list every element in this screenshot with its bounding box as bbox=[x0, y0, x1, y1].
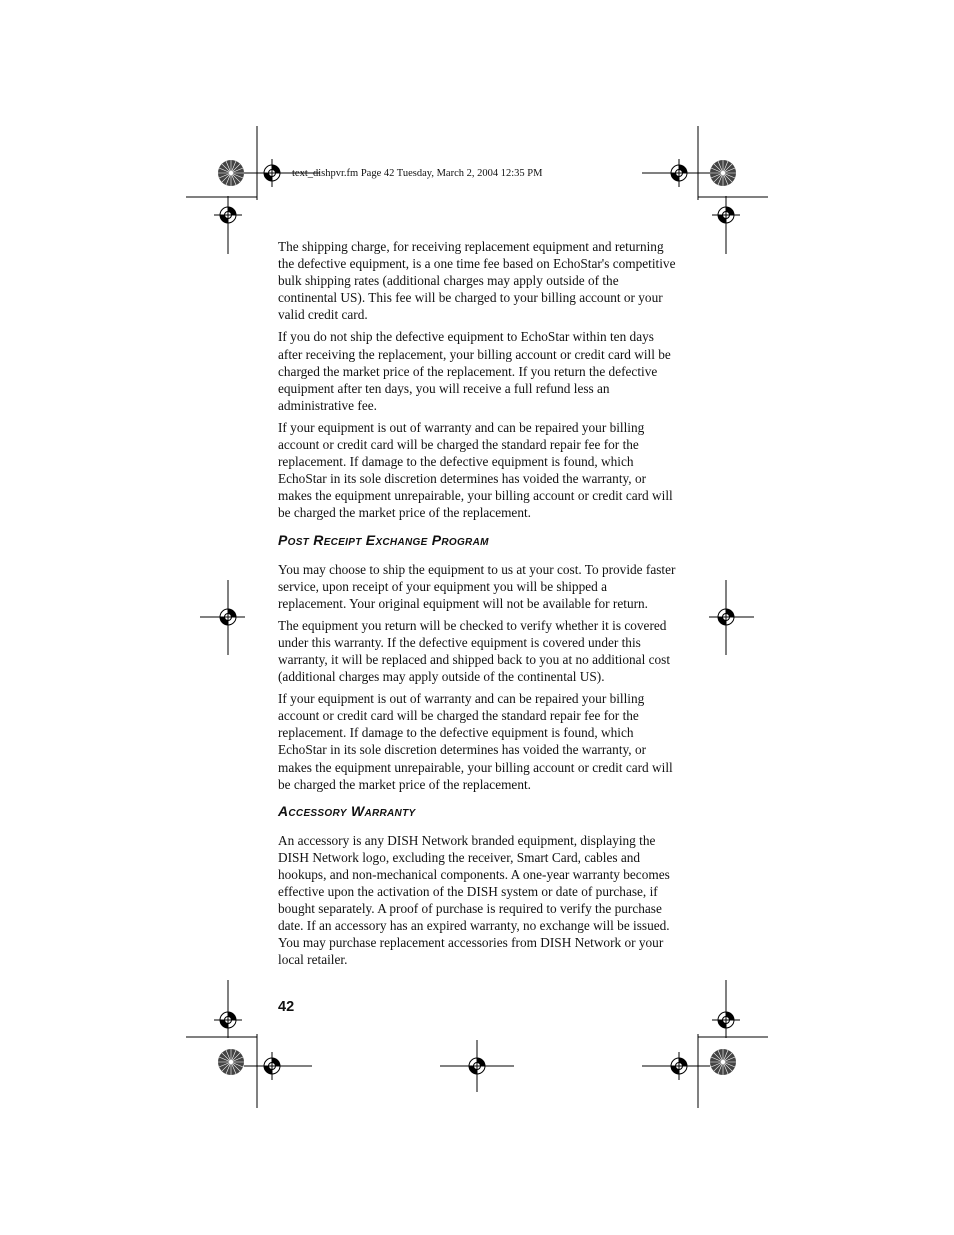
file-slug: text_dishpvr.fm Page 42 Tuesday, March 2, 2004 12:35 PM bbox=[292, 168, 543, 179]
body-paragraph: An accessory is any DISH Network branded equipment, displaying the DISH Network logo, excluding the receiver, Smart Card, cables and hookups, and non-mechanical components. A one-year warranty becomes effective upon the activation of the DISH system or date of purchase, if bought separately. A proof of purchase is required to verify the purchase date. If an accessory has an expired warranty, no exchange will be issued. You may purchase replacement accessories from DISH Network or your local retailer. bbox=[278, 832, 670, 968]
page-number: 42 bbox=[278, 999, 295, 1015]
page-body bbox=[278, 238, 676, 973]
section-heading-post-receipt: Post Receipt Exchange Program bbox=[278, 531, 489, 548]
body-paragraph: If you do not ship the defective equipment to EchoStar within ten days after receiving the replacement, your billing account or credit card will be charged the market price of the replacement. If you return the defective equipment after ten days, you will receive a full refund less an administrative fee. bbox=[278, 329, 671, 413]
body-paragraph: If your equipment is out of warranty and can be repaired your billing account or credit card will be charged the standard repair fee for the replacement. If damage to the defective equipment is found, which EchoStar in its sole discretion determines has voided the warranty, or makes the equipment unrepairable, your billing account or credit card will be charged the market price of the replacement. bbox=[278, 419, 673, 521]
section-heading-accessory: Accessory Warranty bbox=[278, 802, 416, 819]
body-paragraph: If your equipment is out of warranty and can be repaired your billing account or credit card will be charged the standard repair fee for the replacement. If damage to the defective equipment is found, which EchoStar in its sole discretion determines has voided the warranty, or makes the equipment unrepairable, your billing account or credit card will be charged the market price of the replacement. bbox=[278, 691, 673, 792]
body-paragraph: You may choose to ship the equipment to us at your cost. To provide faster service, upon receipt of your equipment you will be shipped a replacement. Your original equipment will not be available for return. bbox=[278, 561, 676, 611]
body-paragraph: The shipping charge, for receiving replacement equipment and returning the defective equipment, is a one time fee based on EchoStar's competitive bulk shipping rates (additional charges may apply outside of the continental US). This fee will be charged to your billing account or your valid credit card. bbox=[278, 239, 676, 323]
body-paragraph: The equipment you return will be checked to verify whether it is covered under this warranty. If the defective equipment is covered under this warranty, it will be replaced and shipped back to you at no additional cost (additional charges may apply outside of the continental US). bbox=[278, 617, 671, 685]
